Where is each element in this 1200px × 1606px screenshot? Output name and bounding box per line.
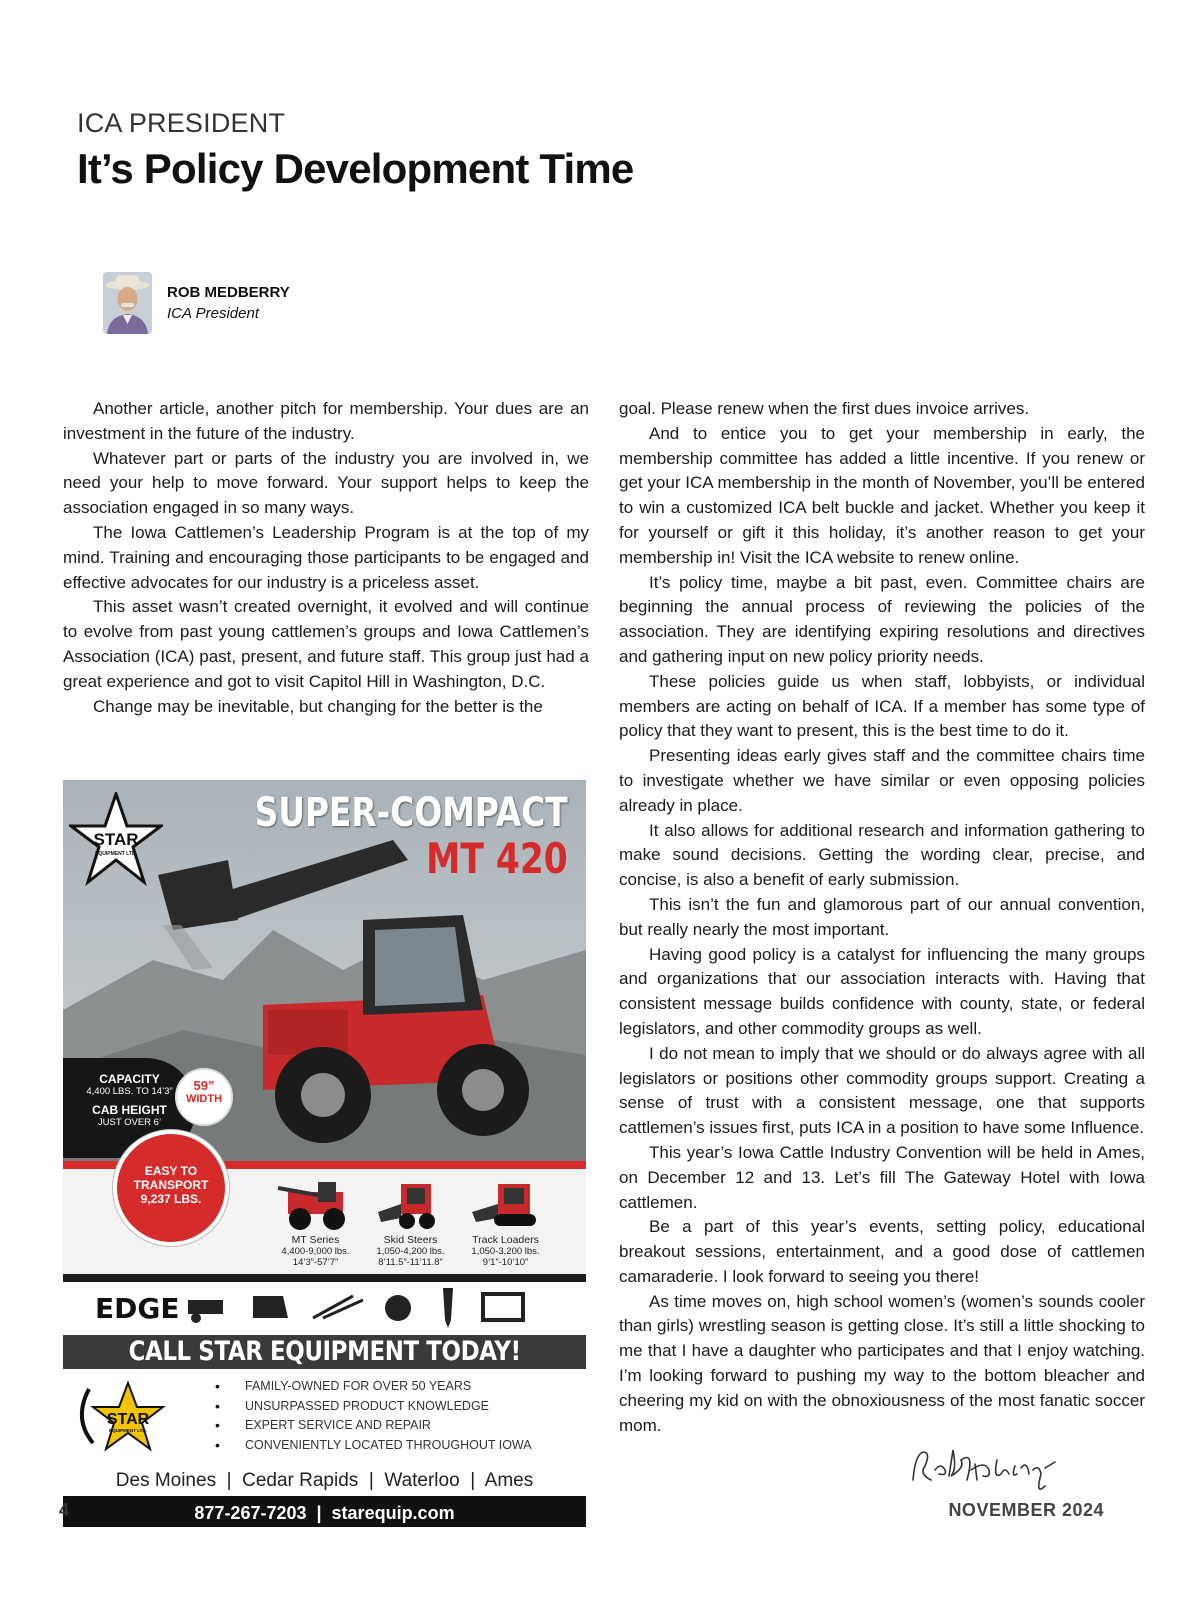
capacity-badge: CAPACITY 4,400 LBS. TO 14’3” CAB HEIGHT JUST OVER 6’	[63, 1058, 196, 1158]
logo-text: STAR	[93, 830, 139, 849]
edge-attachments	[63, 1282, 586, 1335]
paragraph: As time moves on, high school women’s (women’s sounds cooler than girls) wrestling season is getting close. It’s still a little shocking to me that I have a daughter who participates and that I enjoy watching. I’m looking forward to pushing my way to the bottom bleacher and cheering my kid on with the obnoxiousness of the most fanatic soccer mom.	[619, 1291, 1145, 1435]
paragraph: This year’s Iowa Cattle Industry Convention will be held in Ames, on December 12 and 13. Let’s fill The Gateway Hotel with Iowa cattlemen.	[619, 1142, 1145, 1212]
paragraph: Presenting ideas early gives staff and the committee chairs time to investigate whether we have similar or even opposing policies already in place.	[619, 746, 1145, 815]
paragraph: These policies guide us when staff, lobbyists, or individual members are acting on behalf of ICA. If a member has some type of policy that they want to present, this is the best time to do it.	[619, 671, 1145, 741]
paragraph: Another article, another pitch for membership. Your dues are an investment in the future of the industry.	[63, 399, 589, 443]
telehandler-icon	[268, 1174, 363, 1234]
skid-steer-icon	[363, 1174, 458, 1234]
paragraph: This asset wasn’t created overnight, it evolved and will continue to evolve from past young cattlemen’s groups and Iowa Cattlemen’s Association (ICA) past, present, and future staff. This group just had a great experience and got to visit Capitol Hill in Washington, D.C.	[63, 597, 589, 691]
paragraph: Change may be inevitable, but changing for the better is the	[93, 696, 543, 716]
benefits-list	[215, 1377, 532, 1455]
ad-contact[interactable]: 877-267-7203 | starequip.com	[63, 1496, 586, 1527]
width-badge: 59” WIDTH	[175, 1068, 233, 1126]
paragraph: I do not mean to imply that we should or do always agree with all legislators or positions other commodity groups support. Creating a sense of trust with a consistent message, one that supports cattlemen’s issues first, puts ICA in a position to have some Influence.	[619, 1043, 1145, 1138]
ad-headline	[186, 790, 568, 883]
ad-headline-line2: MT 420	[426, 834, 568, 883]
article-title: It’s Policy Development Time	[77, 145, 634, 192]
logo-subtext: EQUIPMENT LTD.	[109, 1428, 147, 1433]
paragraph: The Iowa Cattlemen’s Leadership Program is at the top of my mind. Training and encouraging those participants to be engaged and effective advocates for our industry is a priceless asset.	[63, 522, 589, 592]
ad-locations: Des Moines | Cedar Rapids | Waterloo | Ames	[115, 1470, 534, 1491]
track-loader-icon	[458, 1174, 553, 1234]
paragraph: And to entice you to get your membership in early, the membership committee has added a little incentive. If you renew or get your ICA membership in the month of November, you’ll be entered to win a customized ICA belt buckle and jacket. Whether you keep it for yourself or gift it this holiday, it’s another reason to get your membership in! Visit the ICA website to renew online.	[619, 423, 1145, 567]
left-column	[63, 397, 589, 719]
logo-subtext: EQUIPMENT LTD.	[95, 851, 137, 857]
paragraph: goal. Please renew when the first dues invoice arrives.	[619, 399, 1030, 418]
star-equipment-logo	[71, 1379, 186, 1455]
ad-divider	[63, 1274, 586, 1282]
edge-logo: EDGE	[95, 1292, 180, 1325]
issue-date: NOVEMBER 2024	[948, 1500, 1104, 1520]
author-role: ICA President	[167, 305, 259, 322]
list-item: • FAMILY-OWNED FOR OVER 50 YEARS	[215, 1377, 532, 1397]
star-equipment-ad[interactable]	[63, 780, 586, 1527]
page-number: 4	[59, 1500, 70, 1520]
section-kicker: ICA PRESIDENT	[77, 108, 286, 138]
paragraph: Whatever part or parts of the industry you are involved in, we need your help to move forward. Your support helps to keep the association engaged in so many ways.	[63, 448, 589, 518]
paragraph: This isn’t the fun and glamorous part of our annual convention, but really nearly the most important.	[619, 894, 1145, 939]
paragraph: Be a part of this year’s events, setting policy, educational breakout sessions, entertainment, and a good dose of cattlemen camaraderie. I look forward to seeing you there!	[619, 1217, 1145, 1286]
author-avatar	[103, 272, 152, 334]
ad-benefits	[63, 1369, 586, 1464]
transport-badge: EASY TO TRANSPORT 9,237 LBS.	[113, 1130, 229, 1246]
ad-photo	[63, 780, 586, 1161]
star-equipment-logo	[69, 792, 163, 886]
list-item: • UNSURPASSED PRODUCT KNOWLEDGE	[215, 1397, 532, 1417]
author-name: ROB MEDBERRY	[167, 284, 290, 301]
model-mt-series: MT Series 4,400-9,000 lbs. 14’3”-57’7”	[268, 1174, 363, 1268]
list-item: • EXPERT SERVICE AND REPAIR	[215, 1416, 532, 1436]
paragraph: It also allows for additional research and information gathering to make sound decisions. Getting the wording clear, precise, and concise, is also a benefit of early submission.	[619, 820, 1145, 890]
paragraph: It’s policy time, maybe a bit past, even. Committee chairs are beginning the annual process of reviewing the policies of the association. They are identifying expiring resolutions and directives and gathering input on new policy priority needs.	[619, 572, 1145, 666]
list-item: • CONVENIENTLY LOCATED THROUGHOUT IOWA	[215, 1436, 532, 1456]
model-track-loaders: Track Loaders 1,050-3,200 lbs. 9’1”-10’10”	[458, 1174, 553, 1268]
model-skid-steers: Skid Steers 1,050-4,200 lbs. 8’11.5”-11’11.8”	[363, 1174, 458, 1268]
paragraph: Having good policy is a catalyst for influencing the many groups and organizations that our association interacts with. Having that consistent message builds confidence with county, state, or federal legislators, and other commodity groups as well.	[619, 944, 1145, 1038]
right-column	[619, 397, 1145, 1438]
attachments-icons	[63, 1282, 586, 1335]
ad-headline-line1: SUPER-COMPACT	[254, 790, 568, 836]
author-byline	[103, 272, 290, 334]
author-signature	[905, 1440, 1075, 1500]
call-to-action-banner: CALL STAR EQUIPMENT TODAY!	[63, 1335, 586, 1369]
logo-text: STAR	[106, 1411, 150, 1428]
